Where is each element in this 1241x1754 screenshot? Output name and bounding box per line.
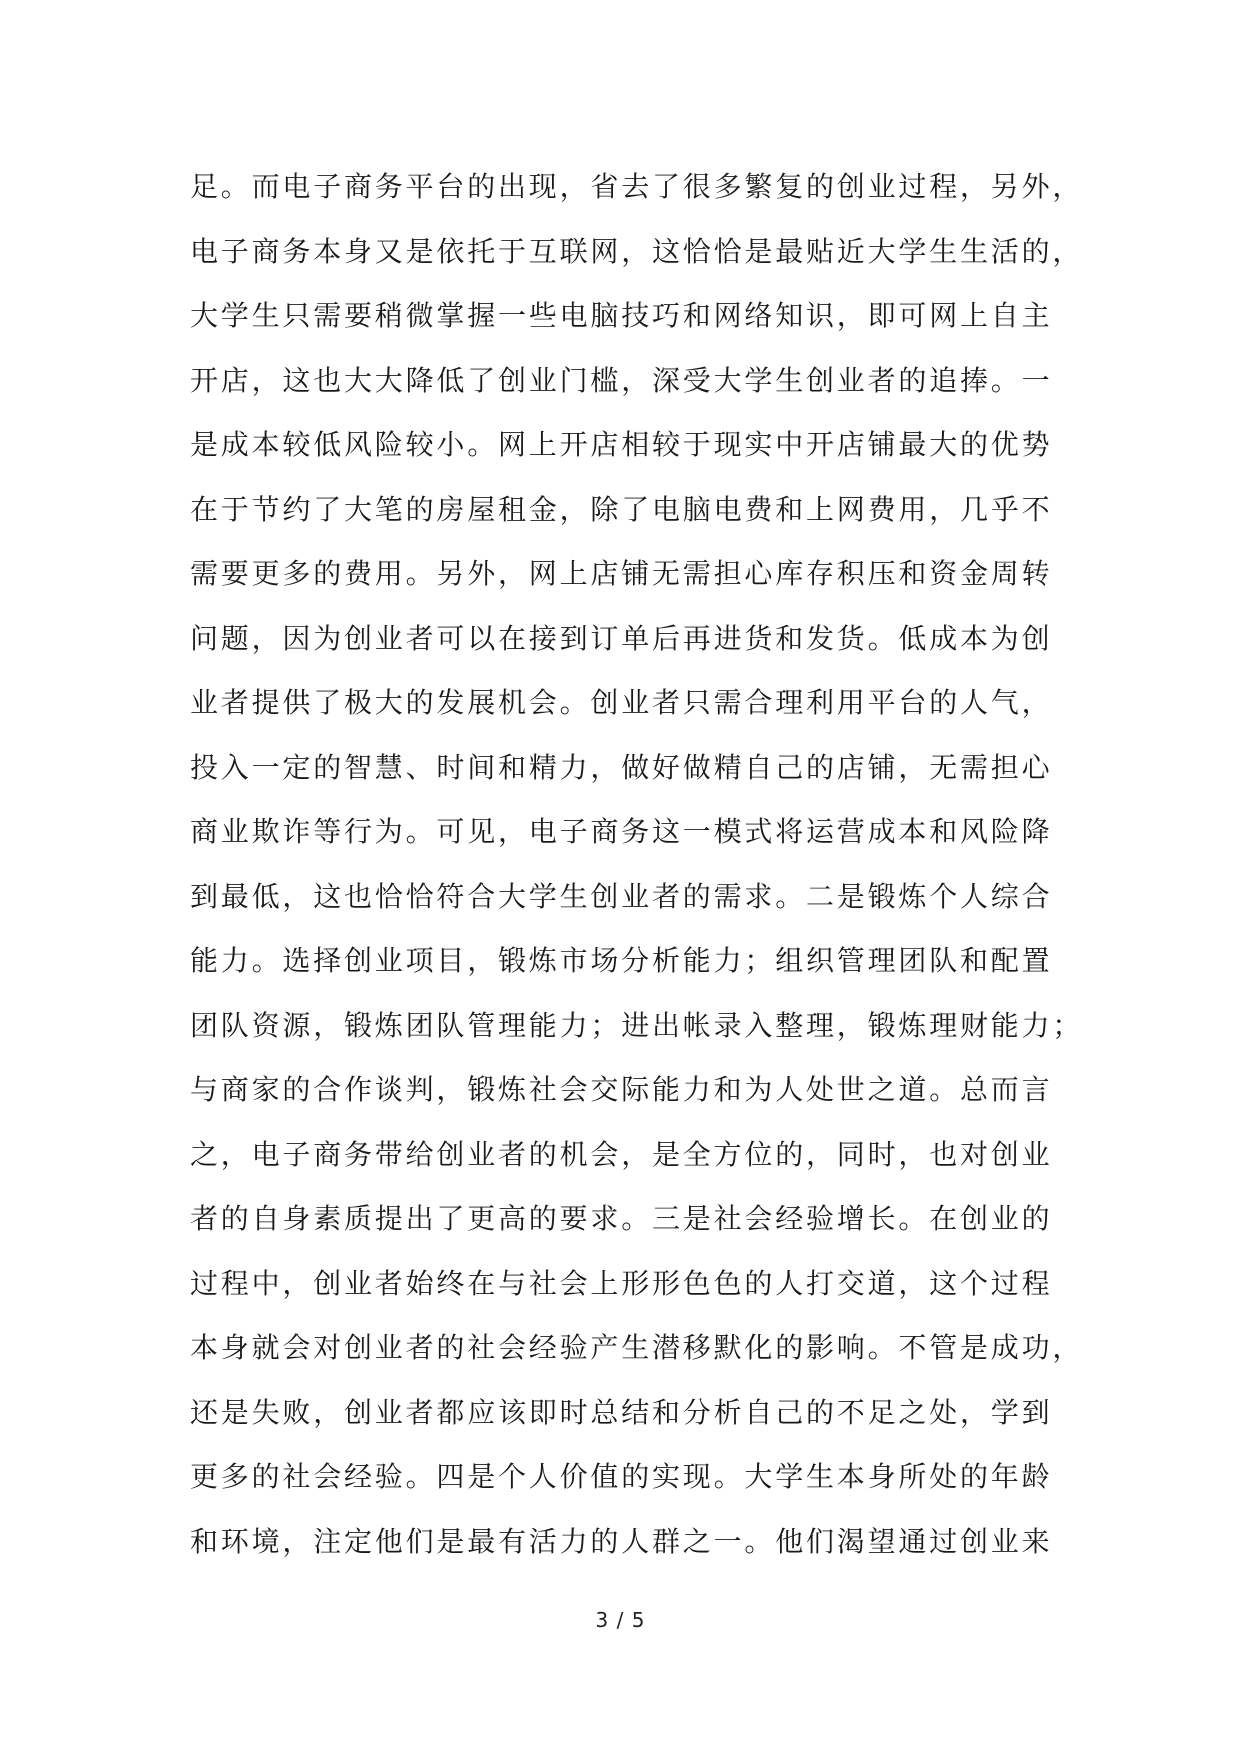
page-number: 3 / 5 [595,1608,646,1632]
text-line: 足。而电子商务平台的出现，省去了很多繁复的创业过程，另外， [190,170,1084,203]
text-line: 大学生只需要稍微掌握一些电脑技巧和网络知识，即可网上自主 [190,299,1053,332]
text-line: 之，电子商务带给创业者的机会，是全方位的，同时，也对创业 [190,1137,1053,1171]
text-line: 与商家的合作谈判，锻炼社会交际能力和为人处世之道。总而言 [190,1073,1053,1106]
body-text [190,155,1084,1574]
text-line: 投入一定的智慧、时间和精力，做好做精自己的店铺，无需担心 [190,750,1053,784]
text-line: 还是失败，创业者都应该即时总结和分析自己的不足之处，学到 [190,1395,1053,1429]
text-line: 是成本较低风险较小。网上开店相较于现实中开店铺最大的优势 [190,428,1053,461]
text-line: 开店，这也大大降低了创业门槛，深受大学生创业者的追捧。一 [190,363,1053,397]
text-line: 和环境，注定他们是最有活力的人群之一。他们渴望通过创业来 [190,1524,1053,1558]
text-line: 过程中，创业者始终在与社会上形形色色的人打交道，这个过程 [190,1266,1053,1300]
text-line: 本身就会对创业者的社会经验产生潜移默化的影响。不管是成功， [190,1331,1084,1364]
text-line: 商业欺诈等行为。可见，电子商务这一模式将运营成本和风险降 [190,815,1053,848]
text-line: 团队资源，锻炼团队管理能力；进出帐录入整理，锻炼理财能力； [190,1008,1084,1042]
text-line: 业者提供了极大的发展机会。创业者只需合理利用平台的人气， [190,686,1053,719]
text-line: 问题，因为创业者可以在接到订单后再进货和发货。低成本为创 [190,621,1053,655]
text-line: 更多的社会经验。四是个人价值的实现。大学生本身所处的年龄 [190,1460,1053,1493]
text-line: 电子商务本身又是依托于互联网，这恰恰是最贴近大学生生活的， [190,234,1084,268]
text-line: 需要更多的费用。另外，网上店铺无需担心库存积压和资金周转 [190,557,1053,590]
text-line: 在于节约了大笔的房屋租金，除了电脑电费和上网费用，几乎不 [190,492,1053,526]
text-line: 到最低，这也恰恰符合大学生创业者的需求。二是锻炼个人综合 [190,879,1053,913]
text-line: 能力。选择创业项目，锻炼市场分析能力；组织管理团队和配置 [190,944,1053,977]
text-line: 者的自身素质提出了更高的要求。三是社会经验增长。在创业的 [190,1202,1053,1235]
